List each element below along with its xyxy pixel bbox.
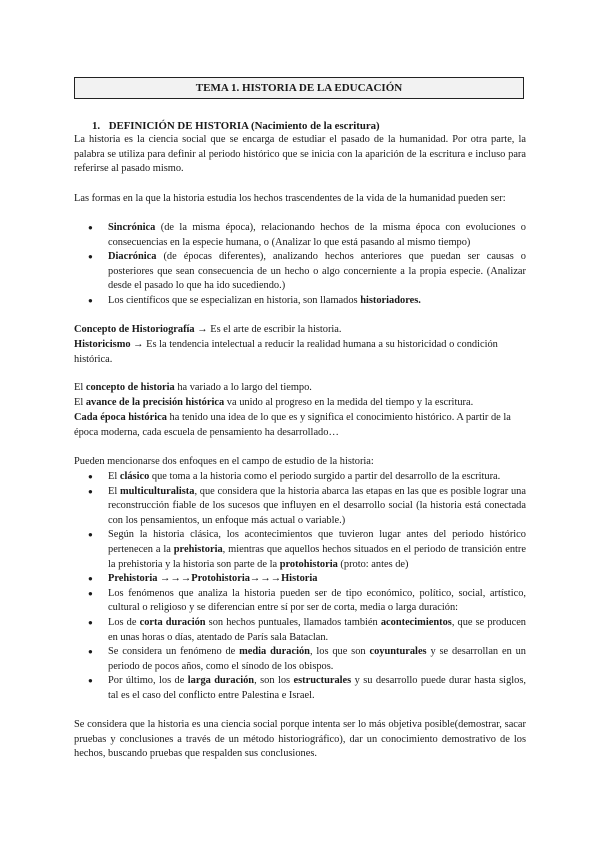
list-item <box>74 250 526 294</box>
term-protohistoria: protohistoria <box>279 558 338 570</box>
term-historia-seq: Historia <box>281 573 318 585</box>
text: , mientras que aquellos hechos situados en el periodo de transición entre la prehistoria y la historia son parte de la <box>108 543 526 570</box>
list-item <box>74 528 526 572</box>
concept-line-1 <box>74 381 526 396</box>
list-item <box>74 674 526 703</box>
term-prehistoria: prehistoria <box>173 543 223 555</box>
section-heading-note: (Nacimiento de la escritura) <box>251 120 380 132</box>
term-media-duracion: media duración <box>239 646 310 658</box>
text: , los que son <box>309 646 370 658</box>
term-historicismo: Historicismo <box>74 339 131 350</box>
section-heading-text: DEFINICIÓN DE HISTORIA <box>108 120 249 132</box>
text: (proto: antes de) <box>337 558 409 570</box>
text: son hechos puntuales, llamados también <box>205 616 381 628</box>
approaches-list <box>74 470 526 704</box>
forms-intro-paragraph: Las formas en la que la historia estudia los hechos trascendentes de la vida de la humanidad pueden ser: <box>74 193 506 204</box>
text: Por último, los de <box>108 675 188 687</box>
list-item <box>74 485 526 529</box>
term-larga-duracion: larga duración <box>187 675 255 687</box>
list-item <box>74 645 526 674</box>
term-protohistoria-seq: Protohistoria <box>191 573 250 585</box>
text: Los fenómenos que analiza la historia pueden ser de tipo económico, político, social, artístico, cultural o religioso y se diferencian entre sí por ser de corta, media o larga duración: <box>108 587 526 614</box>
list-item <box>74 470 526 485</box>
term-concepto-historia: concepto de historia <box>85 382 175 393</box>
term-historiadores: historiadores. <box>360 294 421 306</box>
term-corta-duracion: corta duración <box>139 616 206 628</box>
term-coyunturales: coyunturales <box>369 646 427 658</box>
text: El <box>74 397 86 408</box>
term-avance-precision: avance de la precisión histórica <box>85 397 225 408</box>
arrow: →→→ <box>157 573 192 585</box>
section-number: 1. <box>92 120 101 132</box>
term-diacronica: Diacrónica <box>108 251 157 263</box>
text: que toma a la historia como el periodo surgido a partir del desarrollo de la escritura. <box>149 471 501 482</box>
text: y se desarrollan en un periodo de pocos años, como el sínodo de los obispos. <box>108 646 526 672</box>
text: Se considera un fenómeno de <box>108 646 240 658</box>
intro-paragraph: La historia es la ciencia social que se encarga de estudiar el pasado de la humanidad. Por otra parte, la palabra se utiliza para definir al periodo histórico que se inicia con la aparición de la escritura e incluso para referirse al pasado mismo. <box>74 134 526 175</box>
term-clasico: clásico <box>119 471 150 482</box>
list-item <box>74 616 526 645</box>
term-estructurales: estructurales <box>293 675 352 687</box>
text: Los de <box>108 616 140 628</box>
term-acontecimientos: acontecimientos <box>380 616 452 628</box>
list-item <box>74 587 526 616</box>
text: va unido al progreso en la medida del tiempo y la escritura. <box>224 397 474 408</box>
term-cada-epoca: Cada época histórica <box>74 412 167 423</box>
definition-text: Es la tendencia intelectual a reducir la realidad humana a su historicidad o condición histórica. <box>74 339 498 365</box>
list-item <box>74 572 526 587</box>
arrow: → <box>194 324 211 335</box>
arrow: → <box>130 339 147 350</box>
text: ha tenido una idea de lo que es y significa el conocimiento histórico. A partir de la época moderna, cada escuela de pensamiento ha desarrollado… <box>74 412 511 438</box>
text: Según la historia clásica, los acontecimientos que tuvieron lugar antes del periodo histórico pertenecen a la <box>108 529 526 555</box>
term-multiculturalista: multiculturalista <box>119 485 195 497</box>
concept-line-2 <box>74 396 526 411</box>
text: El <box>108 485 120 497</box>
text: , que se producen en unas horas o días, atentado de París sala Bataclan. <box>108 616 526 643</box>
text: El <box>108 471 120 482</box>
page-title: TEMA 1. HISTORIA DE LA EDUCACIÓN <box>74 77 524 99</box>
conclusion-paragraph: Se considera que la historia es una ciencia social porque intenta ser lo más objetiva posible(demostrar, sacar pruebas y conclusiones a través de un método historiográfico), dar un conocimiento demostrativo de los hechos, buscando pruebas que respalden sus conclusiones. <box>74 719 526 760</box>
term-prehistoria-seq: Prehistoria <box>108 573 158 585</box>
historiografia-line <box>74 323 526 338</box>
text: , que considera que la historia abarca las etapas en las que es posible lograr una reconstrucción fiable de los sucesos que influyen en el desarrollo social (la historia está conectada con los pensamientos, un enfoque más actual o variable.) <box>108 485 526 526</box>
text: , son los <box>254 675 294 687</box>
list-item <box>74 294 526 309</box>
concept-line-3 <box>74 411 526 440</box>
text: El <box>74 382 86 393</box>
text: ha variado a lo largo del tiempo. <box>174 382 312 393</box>
list-item <box>74 221 526 250</box>
historicismo-line <box>74 338 526 367</box>
list-item-text: (de la misma época), relacionando hechos de la misma época con evoluciones o consecuencias en la especie humana, o (Analizar lo que está pasando al mismo tiempo) <box>108 222 526 248</box>
term-historiografia: Concepto de Historiografía <box>74 324 195 335</box>
forms-list <box>74 221 526 309</box>
list-item-text: (de épocas diferentes), analizando hechos anteriores que puedan ser causas o posteriores que sean consecuencia de un hecho o algo concerniente a la propia especie. (Analizar desde el pasado lo que ha ido sucediendo.) <box>108 251 526 292</box>
list-item-text: Los científicos que se especializan en historia, son llamados <box>108 294 361 306</box>
section-heading <box>92 119 380 134</box>
definition-text: Es el arte de escribir la historia. <box>210 324 342 335</box>
approaches-intro: Pueden mencionarse dos enfoques en el campo de estudio de la historia: <box>74 456 374 467</box>
arrow: →→→ <box>249 573 282 585</box>
text: y su desarrollo puede durar hasta siglos, tal es el caso del conflicto entre Palestina e Israel. <box>108 675 526 701</box>
term-sincronica: Sincrónica <box>108 222 156 233</box>
